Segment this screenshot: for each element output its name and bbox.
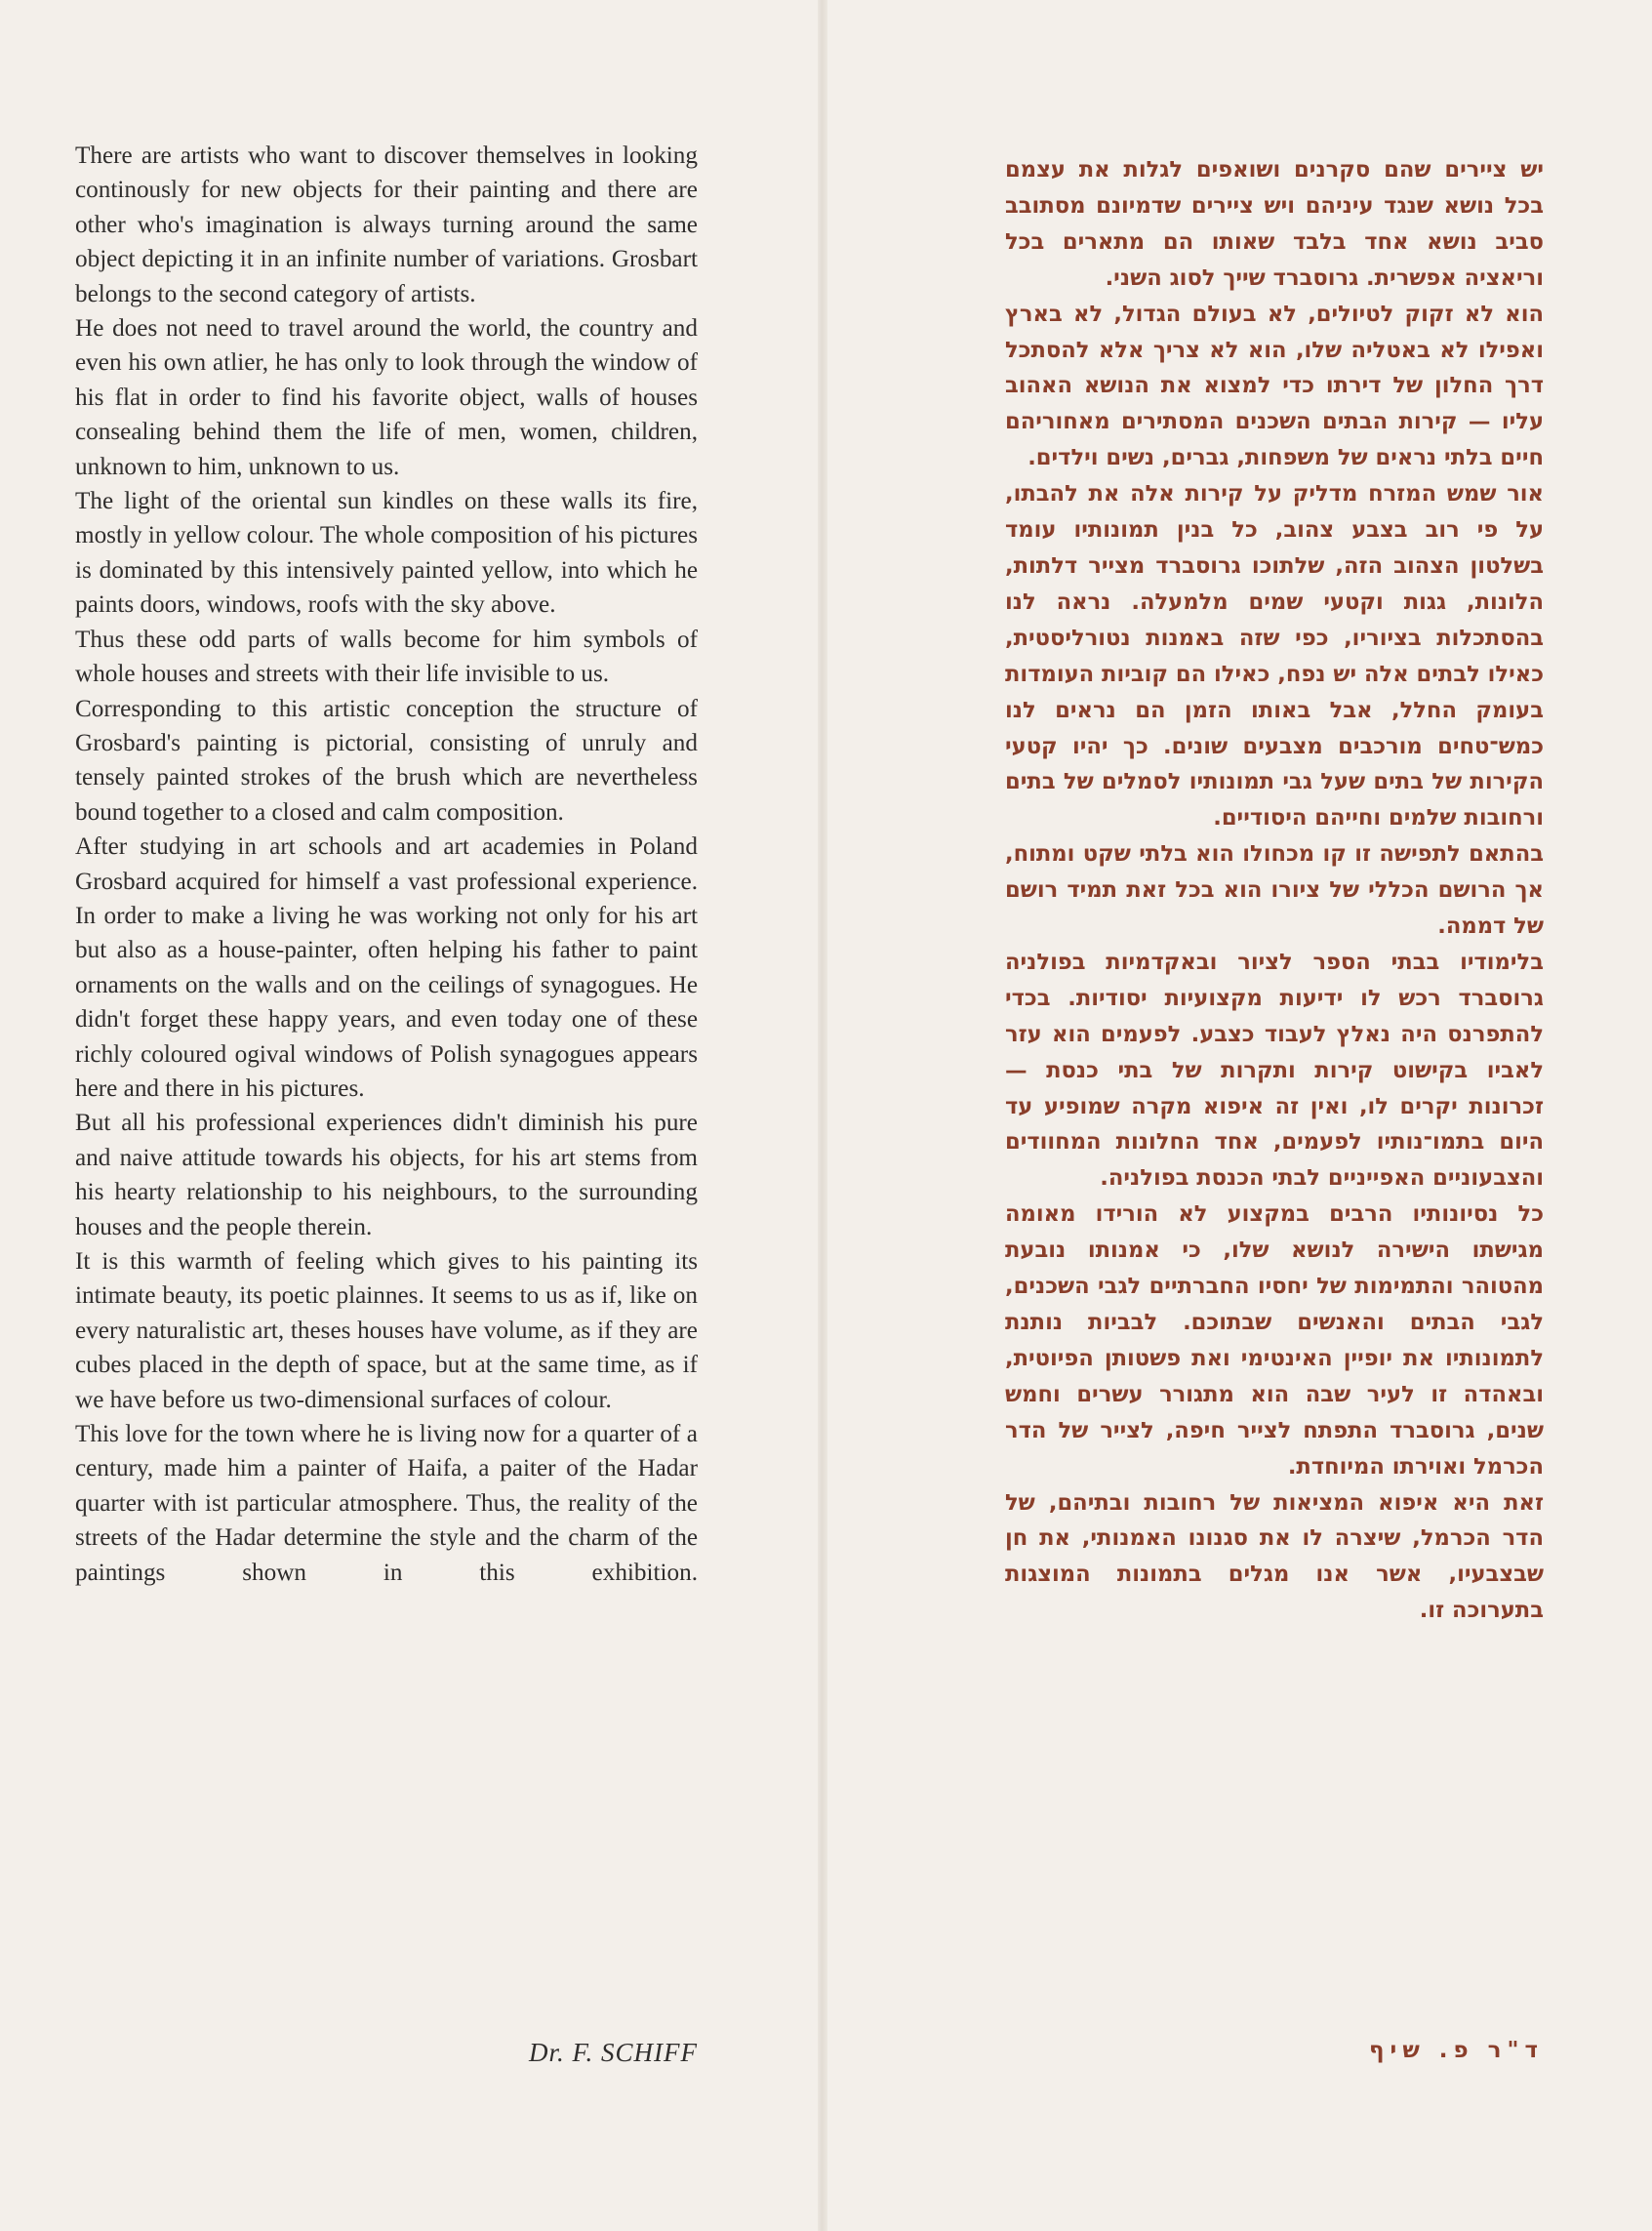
english-paragraph: Thus these odd parts of walls become for him symbols of whole houses and streets with their life invisible to us.	[75, 626, 698, 688]
hebrew-paragraph: אור שמש המזרח מדליק על קירות אלה את להבתו, על פי רוב בצבע צהוב, כל בנין תמונותיו עומד בשלטון הצהוב הזה, שלתוכו גרוסברד מצייר דלתות, הלונות, גגות וקטעי שמים מלמעלה. נראה לנו בהסתכלות בציוריו, כפי שזה באמנות נטורליסטית, כאילו לבתים אלה יש נפח, כאילו הם קוביות העומדות בעומק החלל, אבל באותו הזמן הם נראים לנו כמש־טחים מורכבים מצבעים שונים. כך יהיו קטעי הקירות של בתים שעל גבי תמונותיו לסמלים של בתים ורחובות שלמים וחייהם היסודיים.	[1005, 481, 1544, 832]
english-paragraph: After studying in art schools and art academies in Poland Grosbard acquired for himself a vast professional experience. In order to make a living he was working not only for his art but also as a house-painter, often helping his father to paint ornaments on the walls and on the ceilings of synagogues. He didn't forget these happy years, and even today one of these richly coloured ogival windows of Polish synagogues appears here and there in his pictures.	[75, 833, 698, 1102]
hebrew-paragraph: כל נסיונותיו הרבים במקצוע לא הורידו מאומה מגישתו הישירה לנושא שלו, כי אמנותו נובעת מהטוהר והתמימות של יחסיו החברתיים לגבי השכנים, לגבי הבתים והאנשים שבתוכם. לבביות נותנת לתמונותיו את יופיין האינטימי ואת פשטותן הפיוטית, ובאהדה זו לעיר שבה הוא מתגורר עשרים וחמש שנים, גרוסברד התפתח לצייר חיפה, לצייר של הדר הכרמל ואוירתו המיוחדת.	[1005, 1201, 1544, 1480]
hebrew-text-column	[1005, 152, 1544, 1629]
center-fold	[818, 0, 827, 2231]
english-paragraph: But all his professional experiences didn't diminish his pure and naive attitude towards his objects, for his art stems from his hearty relationship to his neighbours, to the surrounding houses and the people therein.	[75, 1110, 698, 1240]
english-paragraph: This love for the town where he is living now for a quarter of a century, made him a painter of Haifa, a paiter of the Hadar quarter with ist particular atmosphere. Thus, the reality of the streets of the Hadar determine the style and the charm of the paintings shown in this exhibition.	[75, 1421, 698, 1586]
english-paragraph: Corresponding to this artistic conception the structure of Grosbard's painting is pictorial, consisting of unruly and tensely painted strokes of the brush which are nevertheless bound together to a closed and calm composition.	[75, 695, 698, 826]
hebrew-paragraph: זאת היא איפוא המציאות של רחובות ובתיהם, של הדר הכרמל, שיצרה לו את סגנונו האמנותי, את חן שבצבעיו, אשר אנו מגלים בתמונות המוצגות בתערוכה זו.	[1005, 1489, 1544, 1624]
english-text-column	[75, 139, 698, 1590]
english-signature: Dr. F. SCHIFF	[528, 2038, 698, 2067]
english-paragraph: The light of the oriental sun kindles on these walls its fire, mostly in yellow colour. The whole composition of his pictures is dominated by this intensively painted yellow, into which he paints doors, windows, roofs with the sky above.	[75, 488, 698, 619]
hebrew-paragraph: יש ציירים שהם סקרנים ושואפים לגלות את עצמם בכל נושא שנגד עיניהם ויש ציירים שדמיונם מסתובב סביב נושא אחד בלבד שאותו הם מתארים בכל וריאציה אפשרית. גרוסברד שייך לסוג השני.	[1005, 157, 1544, 291]
english-paragraph: There are artists who want to discover themselves in looking continously for new objects for their painting and there are other who's imagination is always turning around the same object depicting it in an infinite number of variations. Grosbart belongs to the second category of artists.	[75, 142, 698, 307]
hebrew-paragraph: הוא לא זקוק לטיולים, לא בעולם הגדול, לא בארץ ואפילו לא באטליה שלו, הוא לא צריך אלא להסתכל דרך החלון של דירתו כדי למצוא את הנושא האהוב עליו — קירות הבתים השכנים המסתירים מאחוריהם חיים בלתי נראים של משפחות, גברים, נשים וילדים.	[1005, 301, 1544, 471]
english-paragraph: He does not need to travel around the world, the country and even his own atlier, he has only to look through the window of his flat in order to find his favorite object, walls of houses consealing behind them the life of men, women, children, unknown to him, unknown to us.	[75, 315, 698, 480]
hebrew-signature: ד"ר פ. שיף	[1369, 2038, 1544, 2063]
english-paragraph: It is this warmth of feeling which gives to his painting its intimate beauty, its poetic plainnes. It seems to us as if, like on every naturalistic art, theses houses have volume, as if they are cubes placed in the depth of space, but at the same time, as if we have before us two-dimensional surfaces of colour.	[75, 1248, 698, 1413]
hebrew-paragraph: בלימודיו בבתי הספר לציור ובאקדמיות בפולניה גרוסברד רכש לו ידיעות מקצועיות יסודיות. בכדי להתפרנס היה נאלץ לעבוד כצבע. לפעמים הוא עזר לאביו בקישוט קירות ותקרות של בתי כנסת — זכרונות יקרים לו, ואין זה איפוא מקרה שמופיע עד היום בתמו־נותיו לפעמים, אחד החלונות המחוודים והצבעוניים האפייניים לבתי הכנסת בפולניה.	[1005, 949, 1544, 1192]
hebrew-paragraph: בהתאם לתפישה זו קו מכחולו הוא בלתי שקט ומתוח, אך הרושם הכללי של ציורו הוא בכל זאת תמיד רושם של דממה.	[1005, 841, 1544, 940]
